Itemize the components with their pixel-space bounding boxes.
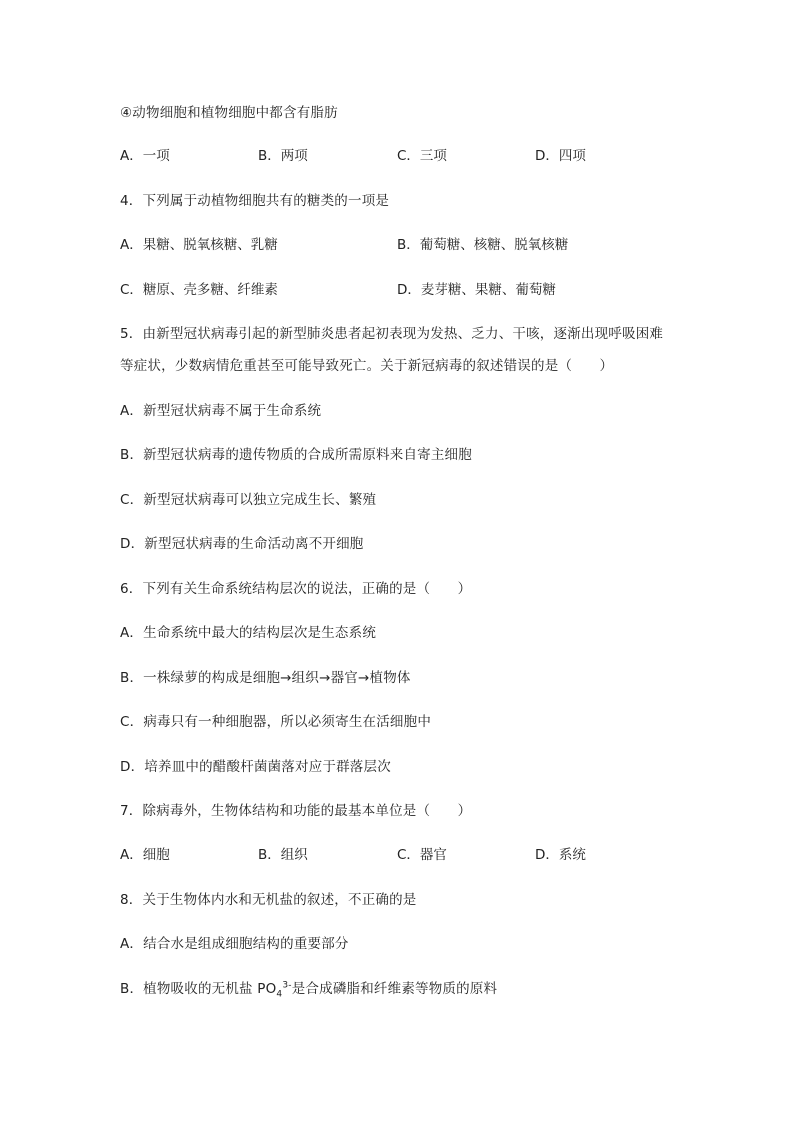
q7-option-a: A．细胞 — [120, 847, 170, 863]
q8-option-b-pre: B．植物吸收的无机盐 PO — [120, 981, 277, 997]
q5-stem-line-2: 等症状，少数病情危重甚至可能导致死亡。关于新冠病毒的叙述错误的是（ ） — [120, 358, 614, 374]
q7-option-c: C．器官 — [397, 847, 447, 863]
q3-item-4: ④动物细胞和植物细胞中都含有脂肪 — [120, 105, 338, 121]
q6-option-b: B．一株绿萝的构成是细胞→组织→器官→植物体 — [120, 670, 411, 686]
q4-option-b: B．葡萄糖、核糖、脱氧核糖 — [397, 237, 569, 253]
q8-option-a: A．结合水是组成细胞结构的重要部分 — [120, 936, 349, 952]
q5-option-d: D．新型冠状病毒的生命活动离不开细胞 — [120, 536, 364, 552]
q5-option-c: C．新型冠状病毒可以独立完成生长、繁殖 — [120, 492, 377, 508]
q6-option-c: C．病毒只有一种细胞器，所以必须寄生在活细胞中 — [120, 714, 432, 730]
q3-option-c: C．三项 — [397, 148, 447, 164]
q8-option-b-subscript: 4 — [276, 989, 283, 1000]
q3-option-b: B．两项 — [258, 148, 308, 164]
q8-stem: 8．关于生物体内水和无机盐的叙述，不正确的是 — [120, 892, 417, 908]
q5-stem-line-1: 5．由新型冠状病毒引起的新型肺炎患者起初表现为发热、乏力、干咳，逐渐出现呼吸困难 — [120, 326, 664, 342]
q7-stem: 7．除病毒外，生物体结构和功能的最基本单位是（ ） — [120, 803, 472, 819]
q4-stem: 4．下列属于动植物细胞共有的糖类的一项是 — [120, 193, 390, 209]
q4-option-c: C．糖原、壳多糖、纤维素 — [120, 282, 278, 298]
q7-option-d: D．系统 — [535, 847, 586, 863]
q8-option-b — [120, 980, 497, 998]
q4-option-d: D．麦芽糖、果糖、葡萄糖 — [397, 282, 556, 298]
q7-option-b: B．组织 — [258, 847, 308, 863]
q3-option-d: D．四项 — [535, 148, 586, 164]
q6-option-a: A．生命系统中最大的结构层次是生态系统 — [120, 625, 377, 641]
q4-option-a: A．果糖、脱氧核糖、乳糖 — [120, 237, 278, 253]
q6-stem: 6．下列有关生命系统结构层次的说法，正确的是（ ） — [120, 581, 472, 597]
q5-option-b: B．新型冠状病毒的遗传物质的合成所需原料来自寄主细胞 — [120, 447, 472, 463]
q6-option-d: D．培养皿中的醋酸杆菌菌落对应于群落层次 — [120, 759, 391, 775]
q8-option-b-superscript: 3- — [282, 980, 292, 991]
q5-option-a: A．新型冠状病毒不属于生命系统 — [120, 403, 322, 419]
q8-option-b-post: 是合成磷脂和纤维素等物质的原料 — [291, 981, 498, 997]
q3-option-a: A．一项 — [120, 148, 170, 164]
